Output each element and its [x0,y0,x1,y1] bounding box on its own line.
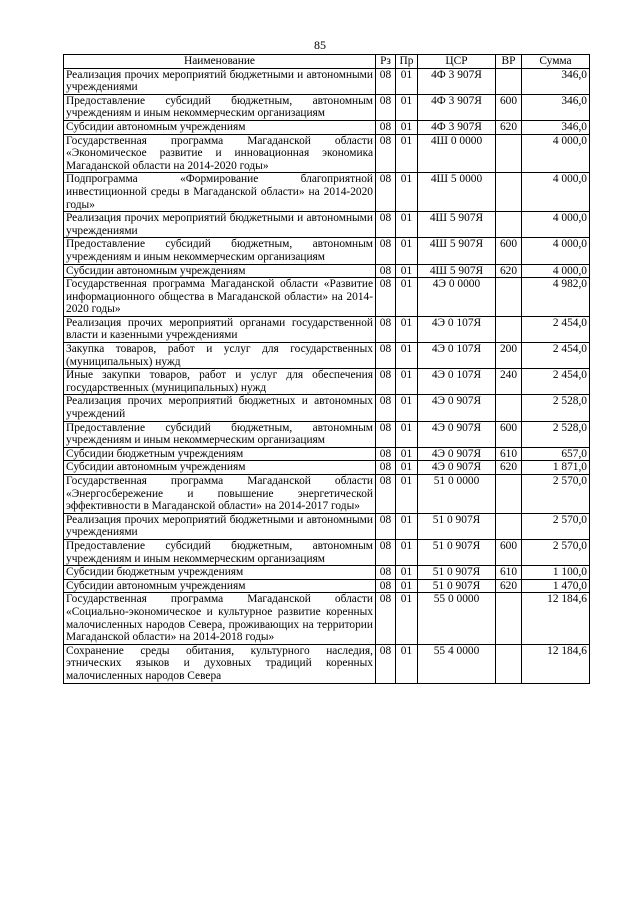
cell-name: Субсидии бюджетным учреждениям [64,447,376,461]
table-row [64,212,590,238]
cell-sum: 2 528,0 [522,421,590,447]
cell-csr: 51 0 907Я [418,539,496,565]
cell-vr: 600 [496,94,522,120]
cell-name: Субсидии автономным учреждениям [64,120,376,134]
cell-name: Предоставление субсидий бюджетным, автономным учреждениям и иным некоммерческим организациям [64,421,376,447]
cell-rz: 08 [376,421,396,447]
cell-rz: 08 [376,134,396,173]
cell-vr: 620 [496,264,522,278]
cell-sum: 2 454,0 [522,369,590,395]
table-row [64,278,590,317]
cell-rz: 08 [376,369,396,395]
table-row [64,238,590,264]
cell-sum: 346,0 [522,94,590,120]
cell-name: Предоставление субсидий бюджетным, автономным учреждениям и иным некоммерческим организациям [64,238,376,264]
cell-name: Сохранение среды обитания, культурного наследия, этнических языков и духовных традиций коренных малочисленных народов Севера [64,644,376,683]
cell-vr [496,475,522,514]
cell-name: Государственная программа Магаданской области «Экономическое развитие и инновационная экономика Магаданской области на 2014-2020 годы» [64,134,376,173]
table-row [64,316,590,342]
cell-sum: 2 454,0 [522,343,590,369]
cell-name: Иные закупки товаров, работ и услуг для обеспечения государственных (муниципальных) нужд [64,369,376,395]
cell-rz: 08 [376,68,396,94]
cell-csr: 4Ф 3 907Я [418,68,496,94]
cell-sum: 1 871,0 [522,461,590,475]
cell-rz: 08 [376,316,396,342]
cell-vr [496,593,522,644]
cell-csr: 51 0 907Я [418,513,496,539]
table-row [64,566,590,580]
cell-sum: 4 982,0 [522,278,590,317]
cell-csr: 4Э 0 907Я [418,421,496,447]
cell-pr: 01 [396,120,418,134]
cell-name: Реализация прочих мероприятий органами государственной власти и казенными учреждениями [64,316,376,342]
page-number: 85 [314,38,326,52]
cell-rz: 08 [376,644,396,683]
cell-pr: 01 [396,343,418,369]
cell-sum: 346,0 [522,120,590,134]
cell-pr: 01 [396,513,418,539]
table-row [64,173,590,212]
cell-name: Реализация прочих мероприятий бюджетных и автономных учреждений [64,395,376,421]
cell-pr: 01 [396,278,418,317]
cell-rz: 08 [376,579,396,593]
cell-name: Субсидии автономным учреждениям [64,461,376,475]
table-body [64,68,590,683]
cell-rz: 08 [376,513,396,539]
cell-rz: 08 [376,173,396,212]
cell-name: Государственная программа Магаданской области «Развитие информационного общества в Магаданской области» на 2014-2020 годы» [64,278,376,317]
cell-vr [496,395,522,421]
cell-rz: 08 [376,120,396,134]
cell-csr: 55 0 0000 [418,593,496,644]
cell-sum: 2 570,0 [522,513,590,539]
cell-name: Реализация прочих мероприятий бюджетными и автономными учреждениями [64,513,376,539]
cell-name: Субсидии автономным учреждениям [64,579,376,593]
cell-name: Реализация прочих мероприятий бюджетными и автономными учреждениями [64,68,376,94]
table-row [64,447,590,461]
cell-csr: 4Ш 0 0000 [418,134,496,173]
table-row [64,264,590,278]
cell-rz: 08 [376,475,396,514]
table-row [64,369,590,395]
cell-name: Государственная программа Магаданской области «Энергосбережение и повышение энергетической эффективности в Магаданской области» на 2014-2017 годы» [64,475,376,514]
header-sum: Сумма [522,55,590,69]
cell-pr: 01 [396,461,418,475]
cell-csr: 51 0 907Я [418,579,496,593]
cell-sum: 2 528,0 [522,395,590,421]
cell-csr: 51 0 0000 [418,475,496,514]
cell-csr: 4Э 0 907Я [418,395,496,421]
cell-csr: 4Э 0 907Я [418,461,496,475]
cell-vr [496,173,522,212]
cell-pr: 01 [396,212,418,238]
cell-sum: 346,0 [522,68,590,94]
cell-sum: 657,0 [522,447,590,461]
header-vr: ВР [496,55,522,69]
cell-rz: 08 [376,343,396,369]
cell-vr: 620 [496,120,522,134]
table-row [64,120,590,134]
cell-pr: 01 [396,579,418,593]
cell-vr: 600 [496,421,522,447]
cell-csr: 55 4 0000 [418,644,496,683]
cell-name: Государственная программа Магаданской области «Социально-экономическое и культурное развитие коренных малочисленных народов Севера, проживающих на территории Магаданской области» на 2014-2018 годы» [64,593,376,644]
cell-vr [496,68,522,94]
cell-pr: 01 [396,644,418,683]
cell-vr: 600 [496,539,522,565]
cell-sum: 1 100,0 [522,566,590,580]
cell-rz: 08 [376,278,396,317]
table-row [64,579,590,593]
cell-csr: 4Ш 5 0000 [418,173,496,212]
cell-name: Субсидии бюджетным учреждениям [64,566,376,580]
cell-pr: 01 [396,566,418,580]
cell-vr: 200 [496,343,522,369]
table-row [64,513,590,539]
cell-rz: 08 [376,461,396,475]
table-row [64,395,590,421]
cell-sum: 2 454,0 [522,316,590,342]
cell-vr [496,316,522,342]
cell-rz: 08 [376,94,396,120]
cell-sum: 4 000,0 [522,134,590,173]
cell-name: Субсидии автономным учреждениям [64,264,376,278]
table-row [64,134,590,173]
cell-name: Предоставление субсидий бюджетным, автономным учреждениям и иным некоммерческим организациям [64,94,376,120]
cell-vr [496,278,522,317]
table-row [64,539,590,565]
cell-rz: 08 [376,447,396,461]
cell-csr: 4Э 0 0000 [418,278,496,317]
cell-rz: 08 [376,238,396,264]
cell-vr: 620 [496,579,522,593]
cell-pr: 01 [396,134,418,173]
cell-rz: 08 [376,212,396,238]
cell-vr [496,644,522,683]
cell-pr: 01 [396,316,418,342]
cell-csr: 4Э 0 107Я [418,343,496,369]
cell-vr [496,513,522,539]
cell-vr: 240 [496,369,522,395]
header-rz: Рз [376,55,396,69]
cell-sum: 4 000,0 [522,212,590,238]
cell-vr: 610 [496,447,522,461]
cell-pr: 01 [396,395,418,421]
cell-name: Закупка товаров, работ и услуг для государственных (муниципальных) нужд [64,343,376,369]
cell-rz: 08 [376,264,396,278]
cell-pr: 01 [396,593,418,644]
table-row [64,593,590,644]
cell-name: Предоставление субсидий бюджетным, автономным учреждениям и иным некоммерческим организациям [64,539,376,565]
cell-pr: 01 [396,421,418,447]
cell-pr: 01 [396,264,418,278]
cell-name: Реализация прочих мероприятий бюджетными и автономными учреждениями [64,212,376,238]
cell-name: Подпрограмма «Формирование благоприятной инвестиционной среды в Магаданской области» на 2014-2020 годы» [64,173,376,212]
header-name: Наименование [64,55,376,69]
table-row [64,68,590,94]
cell-sum: 4 000,0 [522,173,590,212]
cell-rz: 08 [376,593,396,644]
cell-vr [496,212,522,238]
cell-sum: 12 184,6 [522,593,590,644]
table-row [64,475,590,514]
cell-sum: 4 000,0 [522,238,590,264]
table-row [64,94,590,120]
table-row [64,421,590,447]
table-row [64,343,590,369]
cell-pr: 01 [396,68,418,94]
cell-vr: 620 [496,461,522,475]
cell-csr: 4Ш 5 907Я [418,212,496,238]
cell-sum: 2 570,0 [522,475,590,514]
cell-pr: 01 [396,369,418,395]
cell-sum: 1 470,0 [522,579,590,593]
cell-rz: 08 [376,566,396,580]
cell-sum: 12 184,6 [522,644,590,683]
table-row [64,644,590,683]
cell-csr: 51 0 907Я [418,566,496,580]
cell-csr: 4Ш 5 907Я [418,238,496,264]
table-header [64,55,590,69]
cell-sum: 4 000,0 [522,264,590,278]
cell-vr: 610 [496,566,522,580]
cell-pr: 01 [396,447,418,461]
header-pr: Пр [396,55,418,69]
cell-pr: 01 [396,94,418,120]
cell-csr: 4Ф 3 907Я [418,94,496,120]
header-csr: ЦСР [418,55,496,69]
cell-pr: 01 [396,475,418,514]
cell-pr: 01 [396,238,418,264]
budget-table [63,54,590,684]
cell-rz: 08 [376,395,396,421]
cell-sum: 2 570,0 [522,539,590,565]
cell-rz: 08 [376,539,396,565]
cell-vr: 600 [496,238,522,264]
cell-csr: 4Э 0 907Я [418,447,496,461]
cell-vr [496,134,522,173]
cell-csr: 4Э 0 107Я [418,316,496,342]
cell-pr: 01 [396,539,418,565]
table-row [64,461,590,475]
cell-csr: 4Ш 5 907Я [418,264,496,278]
cell-pr: 01 [396,173,418,212]
cell-csr: 4Ф 3 907Я [418,120,496,134]
cell-csr: 4Э 0 107Я [418,369,496,395]
